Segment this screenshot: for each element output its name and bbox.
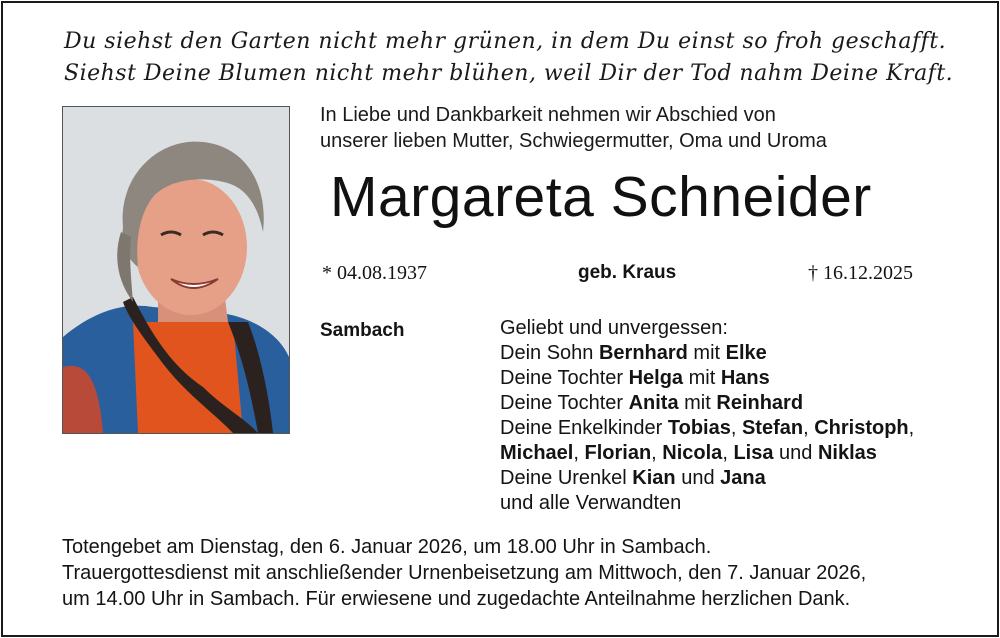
mourner-name: Helga [628,367,684,389]
intro-line: unserer lieben Mutter, Schwiegermutter, Oma und Uroma [320,130,827,152]
deceased-name: Margareta Schneider [330,165,872,229]
mourner-line [500,466,970,491]
memorial-verse [64,26,964,90]
mourner-text: Deine Tochter [500,392,629,414]
mourner-name: Tobias [667,417,731,439]
verse-line: Du siehst den Garten nicht mehr grünen, in dem Du einst so froh geschafft. [64,29,947,54]
mourner-name: Bernhard [598,342,688,364]
mourner-line [500,391,970,416]
footer-line: um 14.00 Uhr in Sambach. Für erwiesene und zugedachte Anteilnahme herzlichen Dank. [62,588,851,610]
mourner-name: Nicola [662,442,723,464]
verse-line: Siehst Deine Blumen nicht mehr blühen, weil Dir der Tod nahm Deine Kraft. [64,61,954,86]
mourner-line [500,366,970,391]
footer-line: Trauergottesdienst mit anschließender Urnenbeisetzung am Mittwoch, den 7. Januar 2026, [62,562,867,584]
mourner-text: mit [678,392,717,414]
mourner-name: Elke [725,342,767,364]
mourner-text: , [573,442,585,464]
birth-date: * 04.08.1937 [322,262,427,284]
mourner-name: Kian [632,467,676,489]
portrait-photo [62,106,290,434]
mourner-text: und alle Verwandten [500,492,682,514]
mourner-line [500,491,970,516]
mourner-text: und [773,442,818,464]
mourner-text: mit [687,342,726,364]
mourner-name: Stefan [741,417,804,439]
mourner-lines [500,341,970,516]
maiden-name: geb. Kraus [578,262,677,283]
mourner-text: Deine Tochter [500,367,629,389]
mourner-name: Florian [584,442,652,464]
mourner-line [500,441,970,466]
death-date: † 16.12.2025 [808,262,913,284]
mourner-name: Reinhard [716,392,804,414]
footer-line: Totengebet am Dienstag, den 6. Januar 2026, um 18.00 Uhr in Sambach. [62,536,712,558]
mourner-name: Hans [720,367,770,389]
mourner-text: , [803,417,815,439]
mourner-text: , [722,442,734,464]
mourners-heading: Geliebt und unvergessen: [500,317,728,339]
mourner-name: Lisa [733,442,774,464]
mourner-name: Jana [720,467,766,489]
mourners-list [500,316,970,516]
hometown: Sambach [320,320,405,341]
mourner-text: mit [683,367,721,389]
mourner-line [500,416,970,441]
mourner-text: , [908,417,915,439]
intro-text [320,102,960,154]
mourner-name: Anita [628,392,679,414]
mourner-name: Niklas [817,442,877,464]
service-details [62,534,962,612]
mourner-text: Deine Urenkel [500,467,633,489]
mourner-text: und [675,467,721,489]
mourner-text: , [730,417,742,439]
mourner-name: Michael [500,442,574,464]
mourner-line [500,341,970,366]
portrait-image [63,107,289,433]
mourner-text: , [651,442,663,464]
mourner-name: Christoph [814,417,909,439]
mourner-text: Deine Enkelkinder [500,417,668,439]
intro-line: In Liebe und Dankbarkeit nehmen wir Abschied von [320,104,776,126]
mourner-text: Dein Sohn [500,342,599,364]
